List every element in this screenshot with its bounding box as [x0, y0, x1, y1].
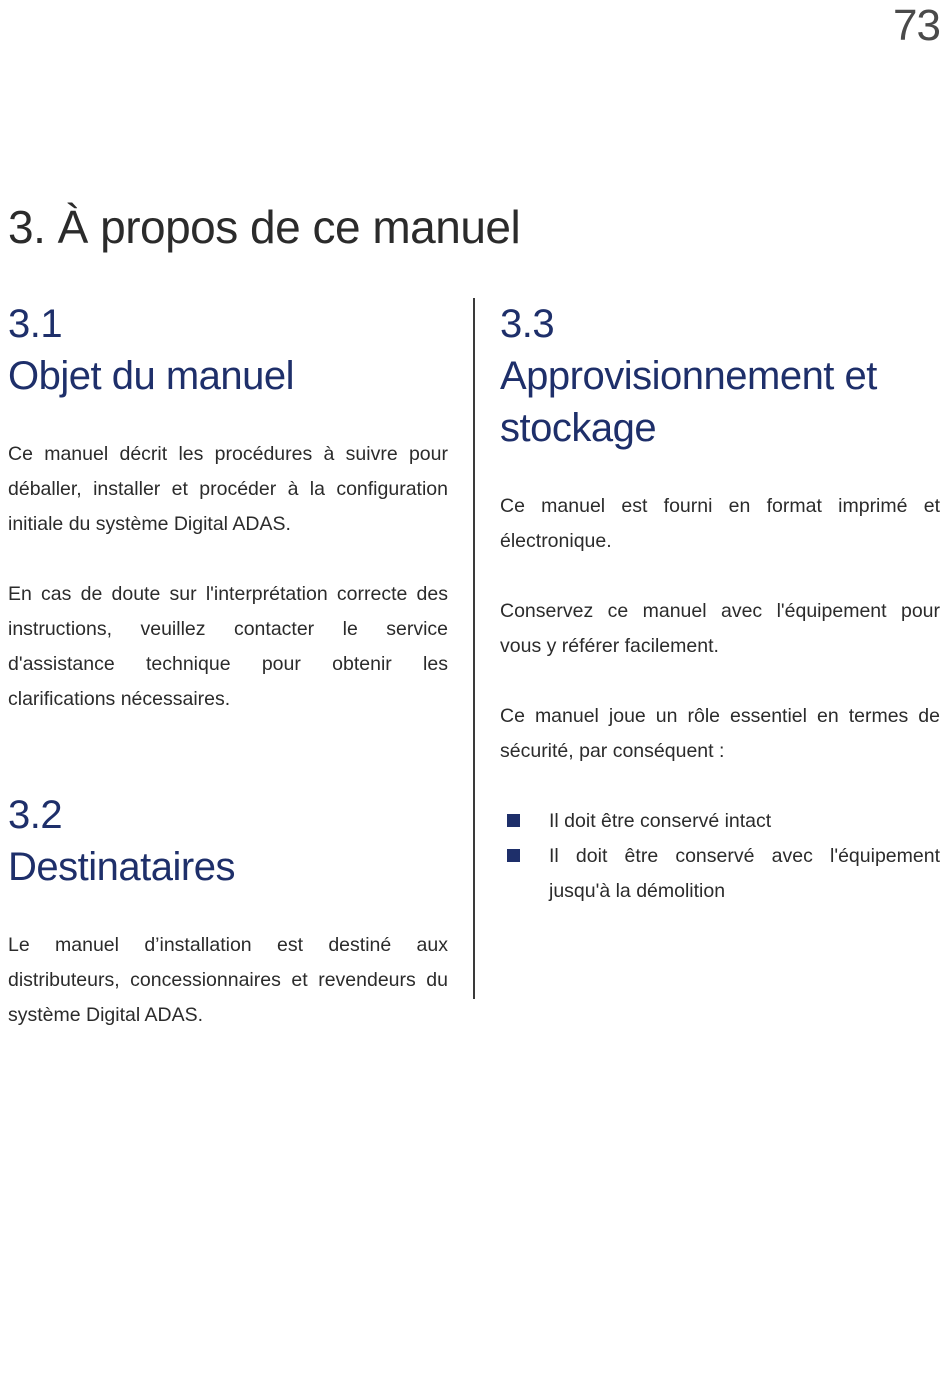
section-heading [8, 789, 448, 893]
paragraph: Ce manuel joue un rôle essentiel en termes de sécurité, par conséquent : [500, 705, 940, 762]
square-bullet-icon [507, 814, 520, 827]
list-item-text: Il doit être conservé avec l'équipement jusqu'à la démolition [549, 845, 940, 902]
left-column [8, 298, 448, 1033]
list-item [500, 804, 940, 839]
paragraph: En cas de doute sur l'interprétation correcte des instructions, veuillez contacter le service d'assistance technique pour obtenir les clarifications nécessaires. [8, 583, 448, 710]
section-3-1 [8, 298, 448, 717]
section-number: 3.1 [8, 302, 63, 346]
section-3-2 [8, 789, 448, 1033]
section-heading [8, 298, 448, 402]
list-item-text: Il doit être conservé intact [549, 810, 772, 832]
bullet-list [500, 804, 940, 909]
section-number: 3.3 [500, 302, 555, 346]
list-item [500, 839, 940, 909]
section-title: Objet du manuel [8, 354, 295, 398]
right-column [500, 298, 940, 909]
section-title: Destinataires [8, 845, 235, 889]
chapter-title: 3. À propos de ce manuel [8, 201, 521, 253]
section-3-3 [500, 298, 940, 909]
paragraph: Ce manuel est fourni en format imprimé et électronique. [500, 495, 940, 552]
paragraph: Le manuel d’installation est destiné aux distributeurs, concessionnaires et revendeurs du système Digital ADAS. [8, 934, 448, 1026]
section-title-line-1: Approvisionnement et [500, 354, 877, 398]
page-number: 73 [893, 1, 940, 50]
square-bullet-icon [507, 849, 520, 862]
paragraph: Ce manuel décrit les procédures à suivre pour déballer, installer et procéder à la configuration initiale du système Digital ADAS. [8, 443, 448, 535]
column-divider [473, 298, 475, 999]
section-number: 3.2 [8, 793, 63, 837]
section-heading [500, 298, 940, 454]
paragraph: Conservez ce manuel avec l'équipement pour vous y référer facilement. [500, 600, 940, 657]
section-title-line-2: stockage [500, 406, 657, 450]
